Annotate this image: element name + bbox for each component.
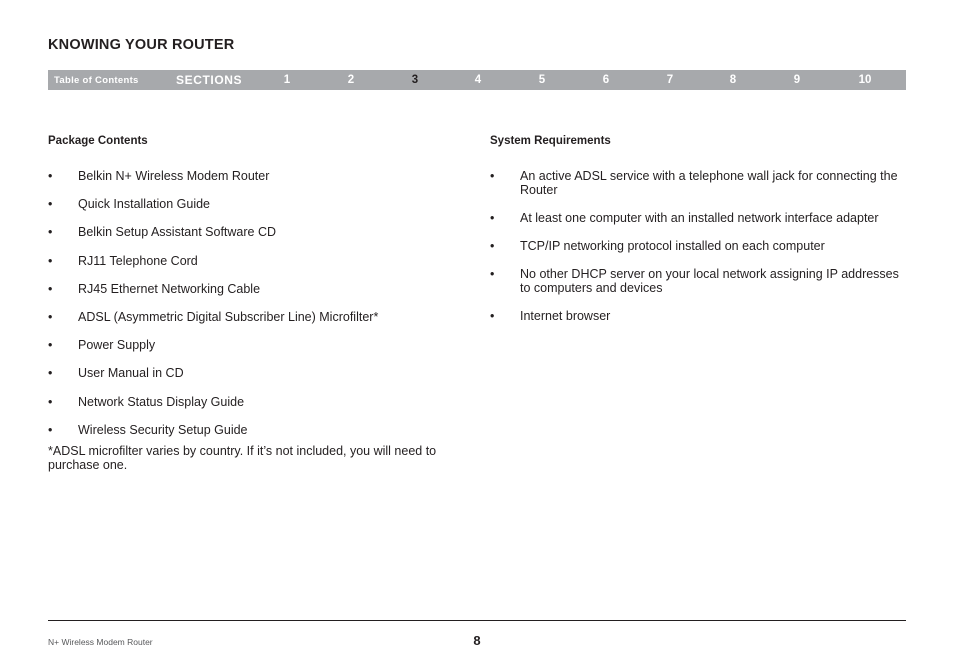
list-item-text: TCP/IP networking protocol installed on each computer <box>520 239 825 253</box>
list-item-text: Belkin N+ Wireless Modem Router <box>78 169 270 183</box>
list-item <box>48 254 458 268</box>
page-title: KNOWING YOUR ROUTER <box>48 37 235 53</box>
bullet-icon: • <box>48 422 53 437</box>
list-item-text: Quick Installation Guide <box>78 197 211 212</box>
bullet-icon: • <box>490 169 495 183</box>
bullet-icon: • <box>48 169 53 183</box>
list-item-text: RJ11 Telephone Cord <box>78 253 198 268</box>
footer-product-name: N+ Wireless Modem Router <box>48 637 153 647</box>
list-item <box>48 169 458 183</box>
section-nav-bar <box>48 70 906 90</box>
bullet-icon: • <box>490 309 495 323</box>
section-link-2[interactable]: 2 <box>347 74 355 86</box>
list-item-text: No other DHCP server on your local network assigning IP addresses to computers and devices <box>520 267 899 295</box>
list-item-text: At least one computer with an installed network interface adapter <box>520 211 879 225</box>
section-link-10[interactable]: 10 <box>858 74 872 86</box>
list-item <box>48 423 458 437</box>
list-item-text: Power Supply <box>78 338 156 353</box>
bullet-icon: • <box>490 211 495 225</box>
list-item <box>490 239 906 253</box>
list-item <box>490 267 906 295</box>
list-item <box>48 395 458 409</box>
list-item <box>48 366 458 380</box>
bullet-icon: • <box>48 225 53 240</box>
bullet-icon: • <box>490 267 495 281</box>
bullet-icon: • <box>490 239 495 253</box>
list-item <box>48 282 458 296</box>
section-link-9[interactable]: 9 <box>793 74 801 86</box>
list-item-text: RJ45 Ethernet Networking Cable <box>78 281 261 296</box>
section-link-8[interactable]: 8 <box>729 74 737 86</box>
table-of-contents-link[interactable]: Table of Contents <box>54 75 139 86</box>
bullet-icon: • <box>48 309 53 324</box>
section-link-1[interactable]: 1 <box>283 74 291 86</box>
package-contents-column <box>48 133 458 472</box>
list-item <box>48 197 458 211</box>
list-item <box>490 309 906 323</box>
section-link-6[interactable]: 6 <box>602 74 610 86</box>
bullet-icon: • <box>48 366 53 381</box>
list-item-text: Internet browser <box>520 309 611 323</box>
list-item-text: Belkin Setup Assistant Software CD <box>78 225 277 240</box>
list-item-text: An active ADSL service with a telephone wall jack for connecting the Router <box>520 169 898 197</box>
section-link-3[interactable]: 3 <box>411 74 419 86</box>
list-item-text: User Manual in CD <box>78 366 184 381</box>
list-item <box>48 310 458 324</box>
system-requirements-column <box>490 133 906 337</box>
microfilter-footnote: *ADSL microfilter varies by country. If it’s not included, you will need to purchase one. <box>48 443 437 472</box>
list-item <box>48 338 458 352</box>
sections-label: SECTIONS <box>176 73 243 87</box>
section-link-5[interactable]: 5 <box>538 74 546 86</box>
list-item <box>48 225 458 239</box>
system-requirements-list <box>490 169 906 323</box>
bullet-icon: • <box>48 394 53 409</box>
bullet-icon: • <box>48 197 53 212</box>
system-requirements-heading: System Requirements <box>490 135 611 147</box>
footer-divider <box>48 620 906 621</box>
section-link-4[interactable]: 4 <box>474 74 482 86</box>
list-item-text: Network Status Display Guide <box>78 394 245 409</box>
bullet-icon: • <box>48 338 53 353</box>
bullet-icon: • <box>48 281 53 296</box>
package-contents-list <box>48 169 458 437</box>
section-link-7[interactable]: 7 <box>666 74 674 86</box>
list-item-text: ADSL (Asymmetric Digital Subscriber Line) Microfilter* <box>78 309 379 324</box>
list-item <box>490 169 906 197</box>
bullet-icon: • <box>48 253 53 268</box>
list-item-text: Wireless Security Setup Guide <box>78 422 248 437</box>
page-number: 8 <box>473 633 481 648</box>
list-item <box>490 211 906 225</box>
package-contents-heading: Package Contents <box>48 135 148 147</box>
